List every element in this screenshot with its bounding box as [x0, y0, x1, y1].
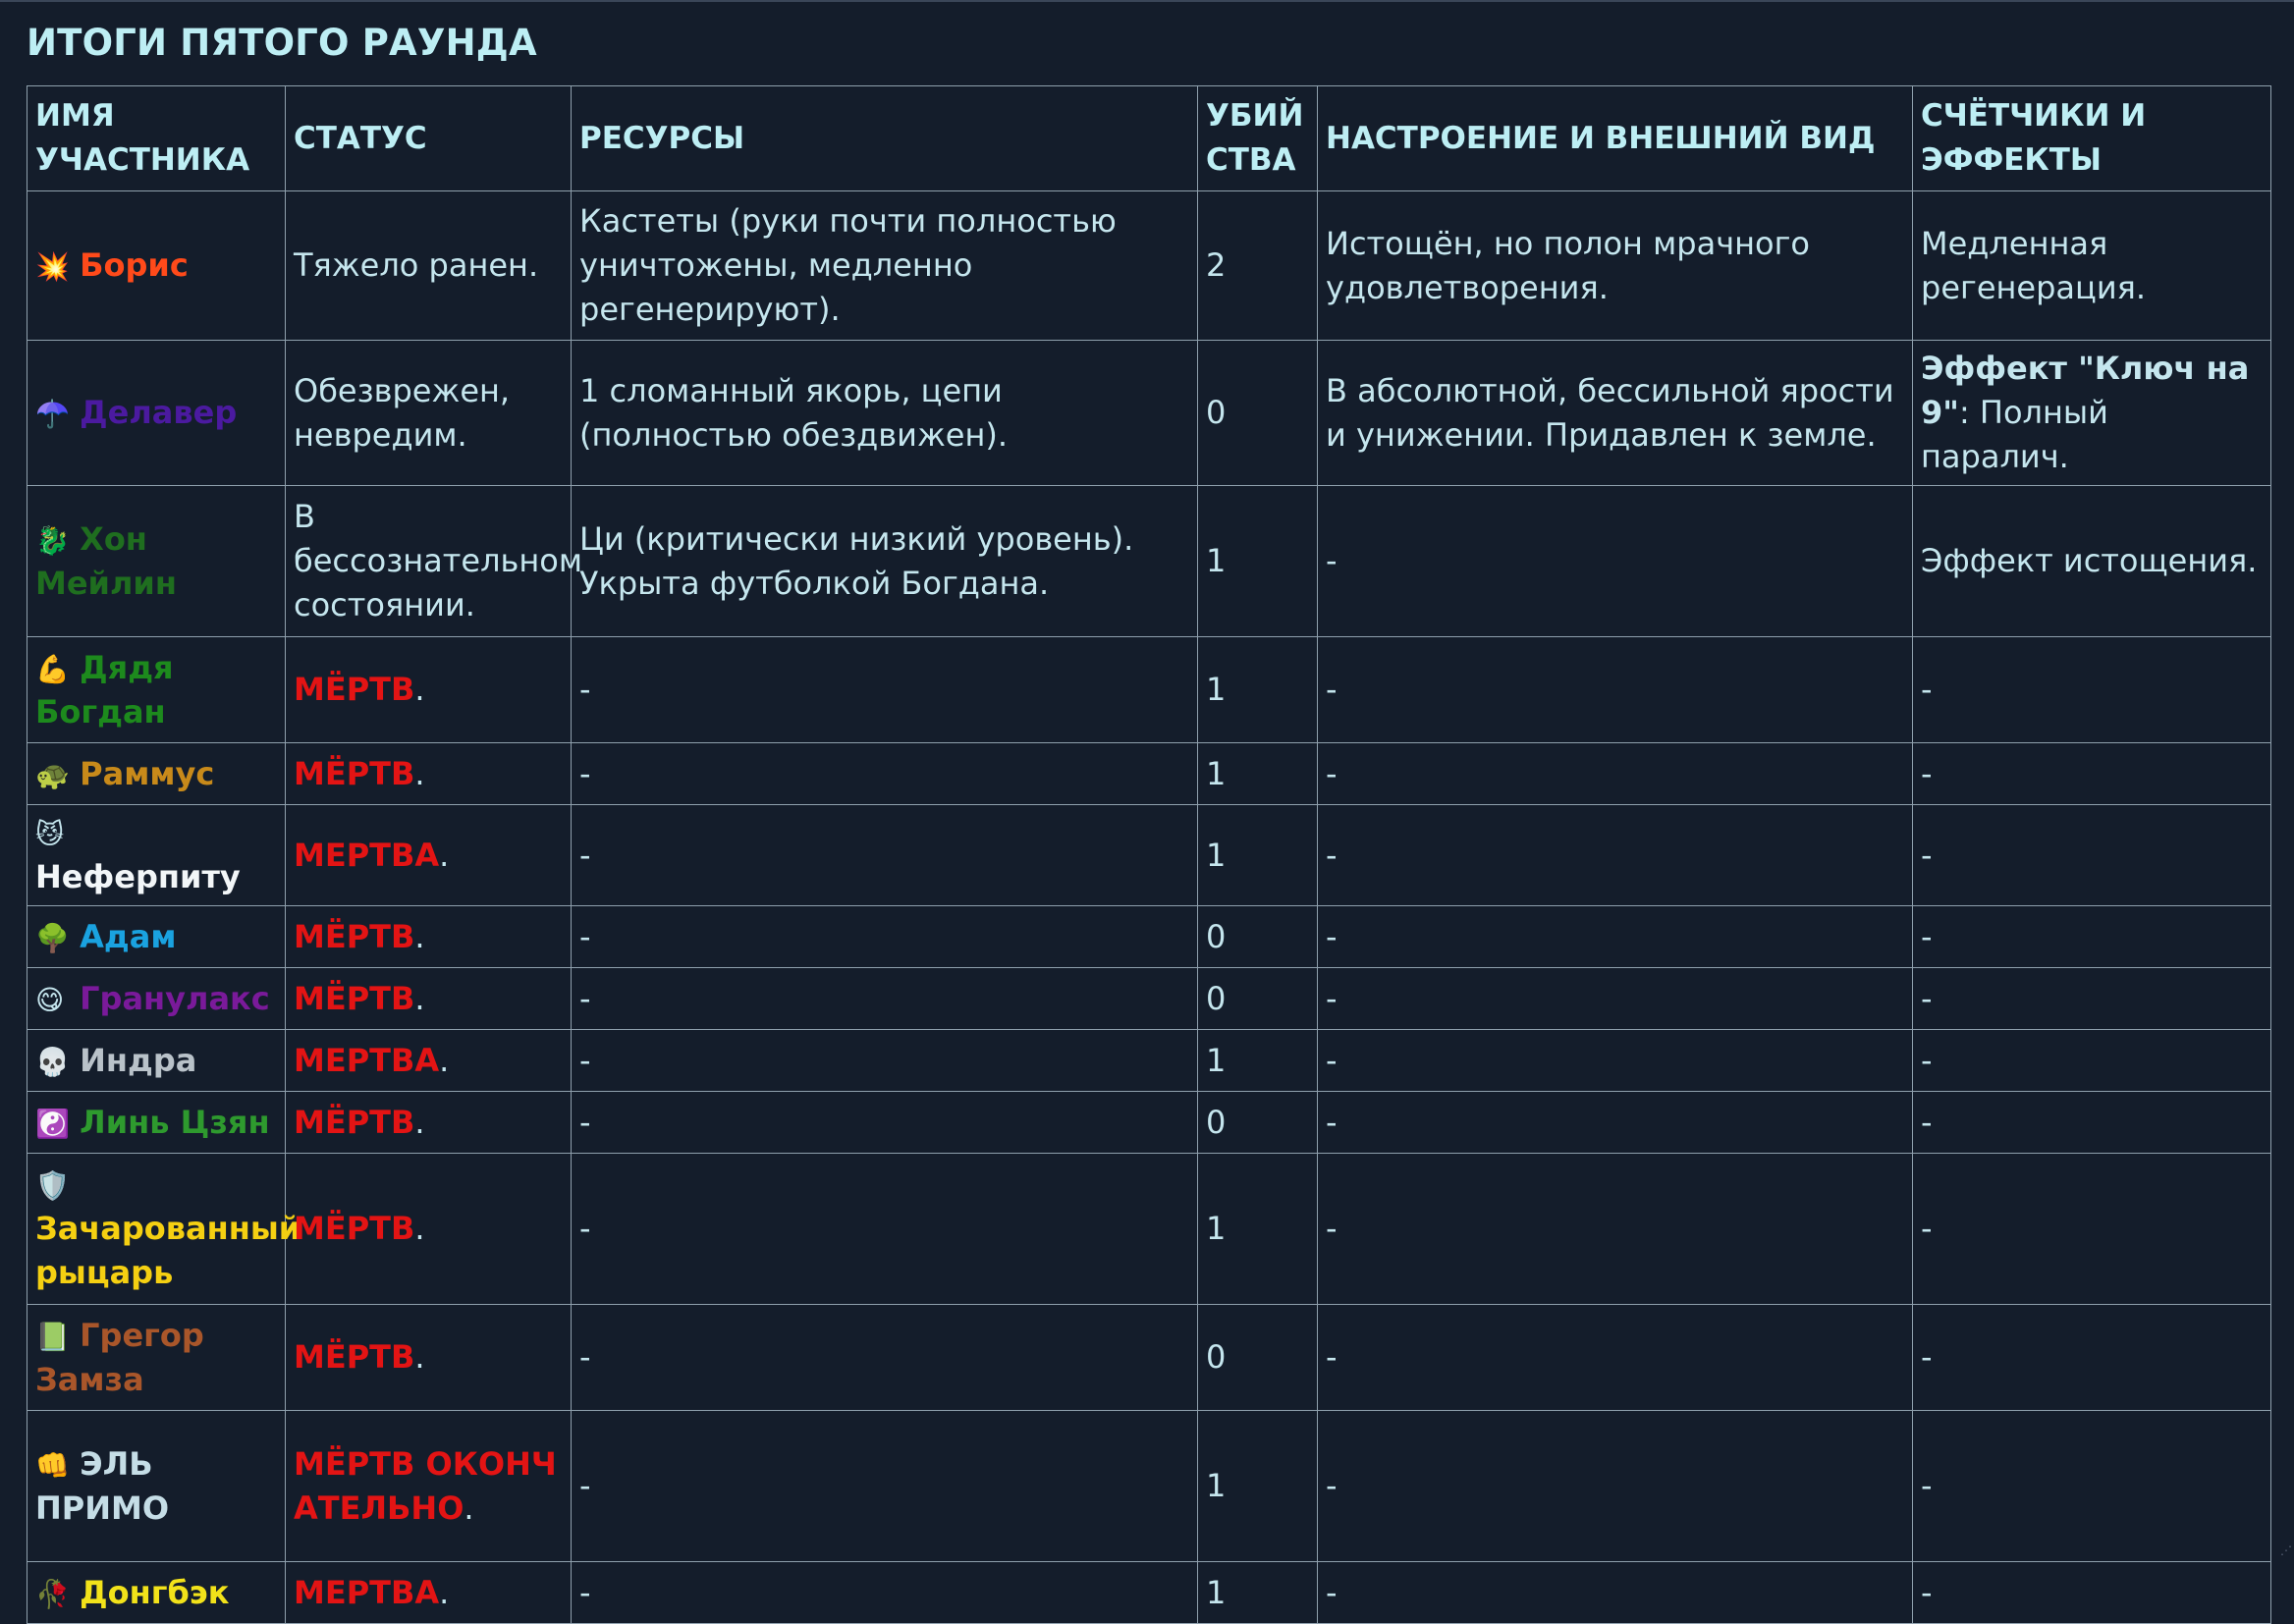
effect-text: Медленная регенерация. — [1921, 224, 2147, 306]
effect-text: - — [1921, 979, 1933, 1017]
resources-cell: Кастеты (руки почти полностью уничтожены, медленно регенерируют). — [572, 191, 1198, 341]
effect-text: : Полный паралич. — [1921, 394, 2108, 475]
table-row — [27, 1030, 2271, 1092]
skull-icon: 💀 — [35, 1045, 70, 1078]
participant-name-cell — [27, 743, 286, 805]
resources-cell: - — [572, 805, 1198, 906]
status-cell — [286, 1030, 572, 1092]
participant-name-cell — [27, 1092, 286, 1154]
shield-icon: 🛡️ — [35, 1169, 70, 1202]
mood-cell: - — [1318, 805, 1913, 906]
table-row — [27, 341, 2271, 486]
status-cell — [286, 1411, 572, 1562]
status-cell — [286, 341, 572, 486]
green-book-icon: 📗 — [35, 1320, 70, 1353]
cat-face-icon: 😼 — [35, 818, 65, 850]
status-tail: . — [439, 1573, 450, 1611]
effects-cell — [1913, 1154, 2271, 1305]
mood-cell: - — [1318, 1305, 1913, 1411]
effect-text: - — [1921, 1573, 1933, 1611]
dragon-icon: 🐉 — [35, 523, 70, 557]
dead-status-badge: МЕРТВА — [294, 836, 440, 874]
mood-cell: - — [1318, 1562, 1913, 1624]
dead-status-badge: МЕРТВА — [294, 1041, 440, 1079]
effect-text: - — [1921, 1338, 1933, 1376]
participant-name-cell — [27, 341, 286, 486]
effect-text: - — [1921, 1210, 1933, 1247]
effects-cell — [1913, 968, 2271, 1030]
results-table — [27, 85, 2271, 1624]
participant-name: Дядя Богдан — [35, 648, 174, 731]
effect-text: - — [1921, 1103, 1933, 1141]
kills-cell: 0 — [1198, 1092, 1318, 1154]
status-tail: . — [414, 1338, 425, 1376]
turtle-icon: 🐢 — [35, 758, 70, 791]
kills-cell: 1 — [1198, 743, 1318, 805]
resize-grip-icon[interactable]: ⋰ — [2280, 1543, 2292, 1557]
header-name: ИМЯ УЧАСТНИКА — [27, 86, 286, 191]
status-cell — [286, 486, 583, 637]
table-row — [27, 805, 2271, 906]
table-body — [27, 191, 2271, 1624]
participant-name: Делавер — [80, 394, 238, 431]
status-tail: . — [464, 1489, 474, 1527]
participant-name: Зачарованный рыцарь — [35, 1210, 301, 1291]
kills-cell: 0 — [1198, 341, 1318, 486]
mood-cell: - — [1318, 1092, 1913, 1154]
mood-cell: - — [1318, 486, 1913, 637]
effects-cell — [1913, 1305, 2271, 1411]
table-row — [27, 191, 2271, 341]
kills-cell: 1 — [1198, 1154, 1318, 1305]
table-row — [27, 1305, 2271, 1411]
kills-cell: 1 — [1198, 1030, 1318, 1092]
dead-status-badge: МЁРТВ ОКОНЧАТЕЛЬНО — [294, 1444, 557, 1527]
effects-cell — [1913, 805, 2271, 906]
participant-name: Адам — [80, 917, 177, 955]
fist-icon: 👊 — [35, 1448, 70, 1482]
participant-name: Хон Мейлин — [35, 519, 177, 602]
status-tail: . — [414, 917, 425, 955]
header-status: СТАТУС — [286, 86, 572, 191]
status-text: Тяжело ранен. — [294, 246, 539, 284]
effects-cell — [1913, 1562, 2271, 1624]
effect-text: - — [1921, 1041, 1933, 1079]
participant-name: Неферпиту — [35, 858, 241, 895]
status-cell — [286, 1092, 572, 1154]
dead-status-badge: МЕРТВА — [294, 1573, 440, 1611]
kills-cell: 0 — [1198, 906, 1318, 968]
status-text: В бессознательном состоянии. — [294, 498, 583, 623]
mood-cell: Истощён, но полон мрачного удовлетворения. — [1318, 191, 1913, 341]
umbrella-icon: ☂️ — [35, 398, 70, 430]
resources-cell: - — [572, 1154, 1198, 1305]
mood-cell: - — [1318, 743, 1913, 805]
table-row — [27, 637, 2271, 743]
kills-cell: 1 — [1198, 637, 1318, 743]
effects-cell — [1913, 637, 2271, 743]
status-cell — [286, 1562, 572, 1624]
status-tail: . — [414, 1103, 425, 1141]
tree-icon: 🌳 — [35, 921, 70, 954]
participant-name: ЭЛЬ ПРИМО — [35, 1444, 170, 1527]
participant-name: Борис — [80, 246, 189, 284]
effect-text: - — [1921, 754, 1933, 792]
status-cell — [286, 191, 572, 341]
dead-status-badge: МЁРТВ — [294, 917, 415, 955]
resources-cell: - — [572, 1305, 1198, 1411]
participant-name: Раммус — [80, 754, 215, 792]
table-row — [27, 1411, 2271, 1562]
resources-cell: - — [572, 637, 1198, 743]
dead-status-badge: МЁРТВ — [294, 671, 415, 708]
participant-name: Донгбэк — [80, 1573, 230, 1611]
status-cell — [286, 637, 572, 743]
participant-name-cell — [27, 1305, 286, 1411]
kills-cell: 0 — [1198, 1305, 1318, 1411]
status-cell — [286, 968, 572, 1030]
participant-name-cell — [27, 805, 286, 906]
table-row — [27, 968, 2271, 1030]
kills-cell: 1 — [1198, 1562, 1318, 1624]
table-row — [27, 1562, 2271, 1624]
effects-cell — [1913, 1411, 2271, 1562]
kills-cell: 0 — [1198, 968, 1318, 1030]
dead-status-badge: МЁРТВ — [294, 1103, 415, 1141]
table-row — [27, 743, 2271, 805]
yin-yang-icon: ☯️ — [35, 1107, 70, 1140]
dead-status-badge: МЁРТВ — [294, 1338, 415, 1376]
status-text: Обезврежен, невредим. — [294, 371, 511, 454]
resources-cell: 1 сломанный якорь, цепи (полностью обездвижен). — [572, 341, 1198, 486]
mood-cell: В абсолютной, бессильной ярости и унижении. Придавлен к земле. — [1318, 341, 1913, 486]
participant-name: Гранулакс — [80, 979, 270, 1017]
status-tail: . — [414, 754, 425, 792]
effect-text: - — [1921, 836, 1933, 874]
status-cell — [286, 1154, 572, 1305]
effects-cell — [1913, 191, 2271, 341]
participant-name-cell — [27, 486, 286, 637]
effect-name: Эффект "Ключ на 9" — [1921, 350, 2250, 431]
resources-cell: - — [572, 906, 1198, 968]
table-header-row — [27, 86, 2271, 191]
mood-cell: - — [1318, 906, 1913, 968]
status-tail: . — [439, 1041, 450, 1079]
yum-face-icon: 😋 — [35, 983, 65, 1016]
status-cell — [286, 805, 572, 906]
resources-cell: - — [572, 1411, 1198, 1562]
status-cell — [286, 743, 572, 805]
kills-cell: 1 — [1198, 805, 1318, 906]
effects-cell — [1913, 486, 2271, 637]
effect-text: - — [1921, 917, 1933, 955]
resources-cell: - — [572, 1030, 1198, 1092]
participant-name: Линь Цзян — [80, 1103, 270, 1141]
participant-name-cell — [27, 1411, 286, 1562]
status-cell — [286, 1305, 572, 1411]
kills-cell: 2 — [1198, 191, 1318, 341]
dead-status-badge: МЁРТВ — [294, 979, 415, 1017]
table-row — [27, 906, 2271, 968]
participant-name: Индра — [80, 1041, 197, 1079]
participant-name-cell — [27, 906, 286, 968]
participant-name-cell — [27, 1030, 286, 1092]
status-tail: . — [414, 979, 425, 1017]
status-tail: . — [414, 671, 425, 708]
effect-text: Эффект истощения. — [1921, 542, 2258, 579]
resources-cell: Ци (критически низкий уровень). Укрыта футболкой Богдана. — [572, 486, 1198, 637]
mood-cell: - — [1318, 968, 1913, 1030]
effects-cell — [1913, 906, 2271, 968]
participant-name-cell — [27, 191, 286, 341]
participant-name-cell — [27, 637, 286, 743]
status-cell — [286, 906, 572, 968]
effect-text: - — [1921, 1467, 1933, 1504]
effects-cell — [1913, 1092, 2271, 1154]
participant-name: Грегор Замза — [35, 1316, 204, 1398]
kills-cell: 1 — [1198, 486, 1318, 637]
mood-cell: - — [1318, 1154, 1913, 1305]
resources-cell: - — [572, 1092, 1198, 1154]
wilted-flower-icon: 🥀 — [35, 1577, 70, 1610]
mood-cell: - — [1318, 637, 1913, 743]
resources-cell: - — [572, 968, 1198, 1030]
table-row — [27, 1154, 2271, 1305]
flexed-biceps-icon: 💪 — [35, 652, 70, 685]
explosion-icon: 💥 — [35, 250, 70, 283]
status-tail: . — [414, 1210, 425, 1247]
header-resources: РЕСУРСЫ — [572, 86, 1198, 191]
resources-cell: - — [572, 1562, 1198, 1624]
effects-cell — [1913, 743, 2271, 805]
table-row — [27, 1092, 2271, 1154]
resources-cell: - — [572, 743, 1198, 805]
header-effects: СЧЁТЧИКИ И ЭФФЕКТЫ — [1913, 86, 2271, 191]
status-tail: . — [439, 836, 450, 874]
kills-cell: 1 — [1198, 1411, 1318, 1562]
effects-cell — [1913, 341, 2271, 486]
header-kills: УБИЙСТВА — [1198, 86, 1318, 191]
effect-text: - — [1921, 671, 1933, 708]
mood-cell: - — [1318, 1030, 1913, 1092]
dead-status-badge: МЁРТВ — [294, 754, 415, 792]
mood-cell: - — [1318, 1411, 1913, 1562]
participant-name-cell — [27, 1562, 286, 1624]
dead-status-badge: МЁРТВ — [294, 1210, 415, 1247]
participant-name-cell — [27, 1154, 301, 1305]
page-title: ИТОГИ ПЯТОГО РАУНДА — [27, 22, 537, 64]
effects-cell — [1913, 1030, 2271, 1092]
participant-name-cell — [27, 968, 286, 1030]
table-row — [27, 486, 2271, 637]
header-mood: НАСТРОЕНИЕ И ВНЕШНИЙ ВИД — [1318, 86, 1913, 191]
